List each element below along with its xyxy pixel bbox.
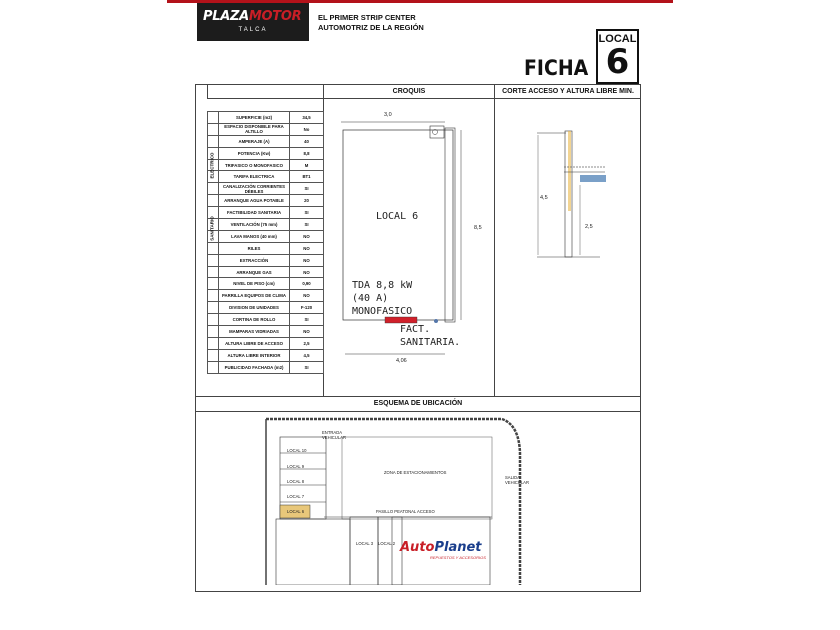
spec-label: SUPERFICIE (m2)	[219, 112, 290, 124]
spec-row	[208, 171, 324, 183]
spec-category-cell	[208, 349, 219, 361]
spec-row	[208, 266, 324, 278]
spec-row	[208, 135, 324, 147]
map-local-9: LOCAL 9	[287, 464, 305, 469]
spec-label: PARRILLA EQUIPOS DE CLIMA	[219, 290, 290, 302]
esquema-header: ESQUEMA DE UBICACIÓN	[373, 400, 463, 407]
tagline	[318, 13, 424, 33]
spec-value: NO	[290, 254, 324, 266]
tagline-line-2: AUTOMOTRIZ DE LA REGIÓN	[318, 23, 424, 32]
spec-value: 8,8	[290, 147, 324, 159]
spec-value: SI	[290, 219, 324, 231]
specs-left-border	[207, 84, 208, 99]
spec-row	[208, 195, 324, 207]
spec-value: 2,5	[290, 337, 324, 349]
spec-category-cell	[208, 361, 219, 373]
croquis-dim-top: 3,0	[384, 112, 392, 118]
map-local-7: LOCAL 7	[287, 494, 305, 499]
croquis-note-5: SANITARIA.	[400, 337, 461, 348]
map-local-10: LOCAL 10	[287, 448, 307, 453]
spec-row	[208, 242, 324, 254]
spec-value: M	[290, 159, 324, 171]
spec-value: SI	[290, 361, 324, 373]
header-underline	[207, 98, 641, 99]
spec-category-cell	[208, 326, 219, 338]
spec-row	[208, 230, 324, 242]
spec-row	[208, 361, 324, 373]
spec-row	[208, 278, 324, 290]
category-electrico: ELECTRICO	[209, 152, 215, 179]
spec-label: DIVISION DE UNIDADES	[219, 302, 290, 314]
spec-label: EXTRACCIÓN	[219, 254, 290, 266]
spec-label: VENTILACIÓN (75 mm)	[219, 219, 290, 231]
spec-row	[208, 290, 324, 302]
map-local-6: LOCAL 6	[287, 509, 305, 514]
spec-row	[208, 123, 324, 135]
spec-label: MAMPARAS VIDRIADAS	[219, 326, 290, 338]
croquis-dim-right: 8,5	[474, 225, 482, 231]
logo-text-motor: MOTOR	[248, 9, 302, 24]
spec-label: FACTIBILIDAD SANITARIA	[219, 207, 290, 219]
corte-header: CORTE ACCESO Y ALTURA LIBRE MIN.	[502, 88, 634, 95]
autoplanet-auto: Auto	[400, 540, 435, 555]
plazamotor-logo	[197, 3, 309, 41]
logo-subtext: TALCA	[238, 27, 268, 33]
spec-value: NO	[290, 326, 324, 338]
spec-row	[208, 183, 324, 195]
spec-category-cell	[208, 266, 219, 278]
spec-value: 34,5	[290, 112, 324, 124]
spec-row	[208, 159, 324, 171]
spec-value: NO	[290, 242, 324, 254]
corte-dim-access: 2,5	[585, 224, 593, 230]
map-salida: SALIDA VEHICULAR	[505, 475, 529, 485]
spec-row	[208, 302, 324, 314]
spec-value: 4,5	[290, 349, 324, 361]
map-local-3: LOCAL 3	[356, 541, 374, 546]
spec-row	[208, 254, 324, 266]
spec-value: SI	[290, 207, 324, 219]
spec-value: NO	[290, 266, 324, 278]
spec-category-cell	[208, 337, 219, 349]
divider-map-top	[195, 396, 641, 397]
corte-dim-total: 4,5	[540, 195, 548, 201]
spec-row	[208, 219, 324, 231]
spec-label: ARRANQUE GAS	[219, 266, 290, 278]
local-number-box	[596, 29, 639, 84]
spec-category-cell	[208, 254, 219, 266]
ficha-title: FICHA	[524, 56, 589, 80]
spec-label: CANALIZACIÓN CORRIENTES DÉBILES	[219, 183, 290, 195]
spec-category-cell	[208, 183, 219, 195]
tagline-line-1: EL PRIMER STRIP CENTER	[318, 13, 416, 22]
spec-row	[208, 112, 324, 124]
map-entrada: ENTRADA VEHICULAR	[322, 430, 346, 440]
spec-label: RILES	[219, 242, 290, 254]
croquis-note-3: MONOFASICO	[352, 306, 413, 317]
spec-category-cell	[208, 195, 219, 207]
autoplanet-subtitle: REPUESTOS Y ACCESORIOS	[430, 555, 486, 560]
croquis-header: CROQUIS	[392, 88, 426, 95]
spec-category-cell	[208, 290, 219, 302]
divider-croquis	[494, 84, 495, 396]
spec-value: SI	[290, 183, 324, 195]
spec-row	[208, 349, 324, 361]
spec-label: POTENCIA (Kw)	[219, 147, 290, 159]
croquis-dim-bottom: 4,06	[396, 358, 407, 364]
spec-label: AMPERAJE (A)	[219, 135, 290, 147]
spec-label: ESPACIO DISPONIBLE PARA ALTILLO	[219, 123, 290, 135]
specs-table	[207, 111, 324, 374]
spec-label: TARIFA ELECTRICA	[219, 171, 290, 183]
spec-value: NO	[290, 230, 324, 242]
spec-category-cell	[208, 112, 219, 124]
spec-row	[208, 326, 324, 338]
spec-label: PUBLICIDAD FACHADA (m2)	[219, 361, 290, 373]
spec-row	[208, 147, 324, 159]
divider-map-header	[195, 411, 641, 412]
autoplanet-logo	[400, 540, 482, 555]
spec-value: 0,90	[290, 278, 324, 290]
spec-row	[208, 337, 324, 349]
spec-value: No	[290, 123, 324, 135]
spec-label: ALTURA LIBRE DE ACCESO	[219, 337, 290, 349]
map-local-8: LOCAL 8	[287, 479, 305, 484]
spec-value: NO	[290, 290, 324, 302]
spec-category-cell	[208, 123, 219, 135]
map-local-2: LOCAL 2	[378, 541, 396, 546]
spec-value: 20	[290, 195, 324, 207]
spec-label: TRIFASICO O MONOFASICO	[219, 159, 290, 171]
spec-label: LAVA MANOS (40 mm)	[219, 230, 290, 242]
croquis-room-label: LOCAL 6	[376, 211, 419, 222]
spec-category-cell	[208, 242, 219, 254]
local-label: LOCAL	[598, 33, 637, 45]
spec-row	[208, 314, 324, 326]
spec-label: CORTINA DE ROLLO	[219, 314, 290, 326]
spec-value: SI	[290, 314, 324, 326]
spec-row	[208, 207, 324, 219]
spec-label: ARRANQUE AGUA POTABLE	[219, 195, 290, 207]
spec-category-cell	[208, 278, 219, 290]
map-parking-label: ZONA DE ESTACIONAMIENTOS	[384, 470, 447, 475]
croquis-note-1: TDA 8,8 kW	[352, 280, 413, 291]
spec-value: F-120	[290, 302, 324, 314]
local-number: 6	[605, 42, 630, 82]
location-map	[264, 413, 529, 585]
spec-value: BT1	[290, 171, 324, 183]
spec-category-cell	[208, 135, 219, 147]
category-sanitario: SANITARIO	[209, 216, 215, 241]
croquis-note-2: (40 A)	[352, 293, 389, 304]
map-pasillo: PASILLO PEATONAL ACCESO	[376, 509, 435, 514]
spec-value: 40	[290, 135, 324, 147]
croquis-note-4: FACT.	[400, 324, 431, 335]
spec-category-cell	[208, 302, 219, 314]
logo-text-plaza: PLAZA	[203, 9, 249, 24]
autoplanet-planet: Planet	[434, 540, 482, 555]
spec-label: ALTURA LIBRE INTERIOR	[219, 349, 290, 361]
spec-category-cell	[208, 314, 219, 326]
spec-label: NIVEL DE PISO (cm)	[219, 278, 290, 290]
